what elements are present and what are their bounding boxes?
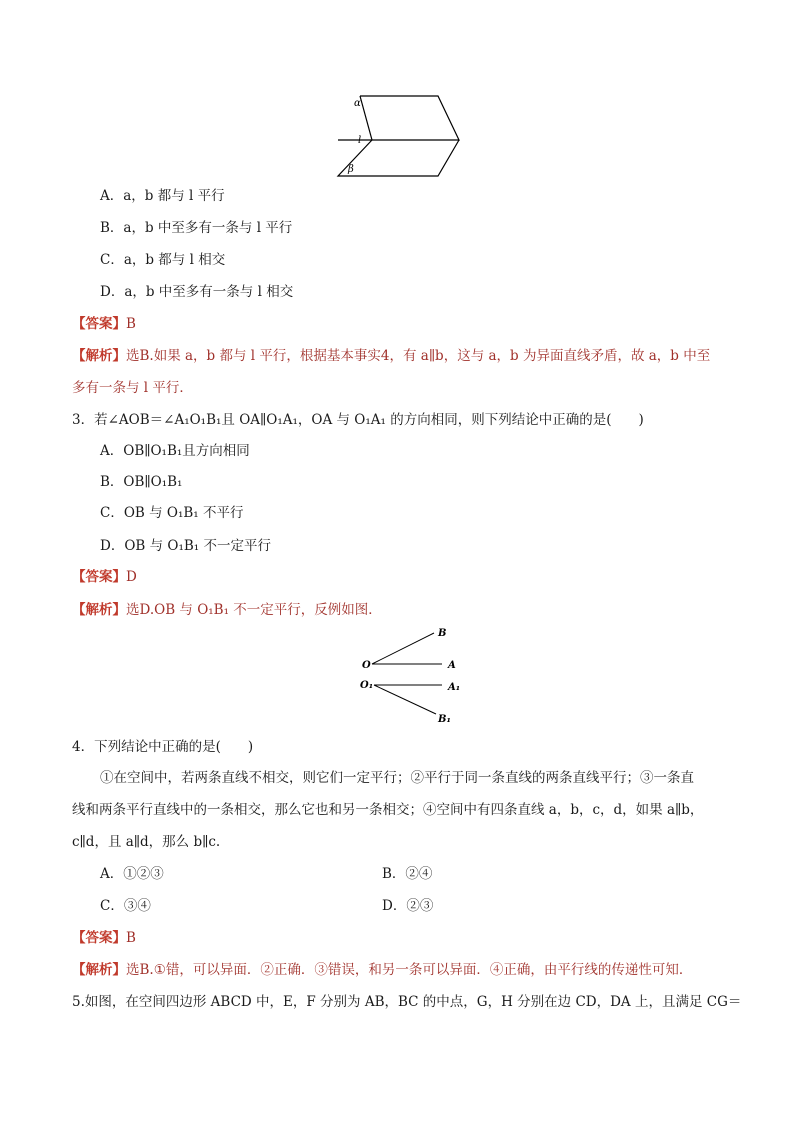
q4-answer-row (72, 928, 136, 948)
q3-option-b: B．OB∥O₁B₁ (100, 474, 183, 490)
q4-body-line3: c∥d，且 a∥d，那么 b∥c. (72, 834, 221, 850)
analysis-text: 选B.如果 a，b 都与 l 平行，根据基本事实4，有 a∥b，这与 a，b 为异面直线矛盾，故 a，b 中至 (126, 348, 711, 364)
answer-tag: 【答案】 (72, 569, 126, 585)
plane-beta-outline (338, 140, 459, 176)
answer-tag: 【答案】 (72, 316, 126, 332)
q4-option-d: D．②③ (382, 898, 434, 914)
answer-value: B (126, 316, 136, 332)
q4-option-c: C．③④ (100, 898, 151, 914)
q2-answer-row (72, 314, 136, 334)
label-beta: β (348, 164, 354, 175)
label-o: O (362, 660, 371, 671)
q3-option-a: A．OB∥O₁B₁且方向相同 (100, 443, 250, 459)
q2-analysis-line2: 多有一条与 l 平行． (72, 380, 193, 396)
analysis-tag: 【解析】 (72, 602, 126, 618)
analysis-text: 选D.OB 与 O₁B₁ 不一定平行，反例如图． (126, 602, 382, 618)
label-l: l (358, 135, 362, 146)
q4-body-line1: ①在空间中，若两条直线不相交，则它们一定平行；②平行于同一条直线的两条直线平行；③一条直 (100, 770, 694, 786)
q2-option-a: A．a，b 都与 l 平行 (100, 188, 225, 204)
angles-figure (356, 622, 476, 728)
q2-option-d: D．a，b 中至多有一条与 l 相交 (100, 284, 294, 300)
label-a: A (448, 660, 456, 671)
q4-option-a: A．①②③ (100, 866, 164, 882)
plane-alpha-edge (360, 96, 372, 140)
q2-option-b: B．a，b 中至多有一条与 l 平行 (100, 220, 293, 236)
label-b1: B₁ (438, 714, 451, 725)
analysis-tag: 【解析】 (72, 348, 126, 364)
q4-stem: 4．下列结论中正确的是( ) (72, 739, 254, 755)
answer-value: D (126, 569, 137, 585)
ray-ob (372, 633, 434, 664)
label-b: B (438, 628, 447, 639)
q3-answer-row (72, 567, 137, 587)
q3-option-c: C．OB 与 O₁B₁ 不平行 (100, 505, 244, 521)
label-a1: A₁ (448, 682, 461, 693)
q2-option-c: C．a，b 都与 l 相交 (100, 252, 226, 268)
q2-analysis-row (72, 346, 710, 366)
q3-option-d: D．OB 与 O₁B₁ 不一定平行 (100, 538, 271, 554)
answer-tag: 【答案】 (72, 930, 126, 946)
q4-option-b: B．②④ (382, 866, 433, 882)
q3-analysis-row (72, 600, 382, 620)
q5-stem: 5.如图，在空间四边形 ABCD 中，E，F 分别为 AB，BC 的中点，G，H 分别在边 CD，DA 上，且满足 CG＝ (72, 994, 742, 1010)
answer-value: B (126, 930, 136, 946)
analysis-tag: 【解析】 (72, 962, 126, 978)
label-alpha: α (354, 98, 361, 109)
q4-analysis-row (72, 960, 692, 980)
ray-o1b1 (374, 685, 436, 714)
label-o1: O₁ (360, 680, 374, 691)
analysis-text: 选B.①错，可以异面．②正确．③错误，和另一条可以异面．④正确，由平行线的传递性可知． (126, 962, 693, 978)
planes-figure (330, 88, 470, 183)
q4-body-line2: 线和两条平行直线中的一条相交，那么它也和另一条相交；④空间中有四条直线 a，b，c，d，如果 a∥b， (72, 802, 704, 818)
q3-stem: 3．若∠AOB＝∠A₁O₁B₁且 OA∥O₁A₁，OA 与 O₁A₁ 的方向相同，则下列结论中正确的是( ) (72, 412, 644, 428)
